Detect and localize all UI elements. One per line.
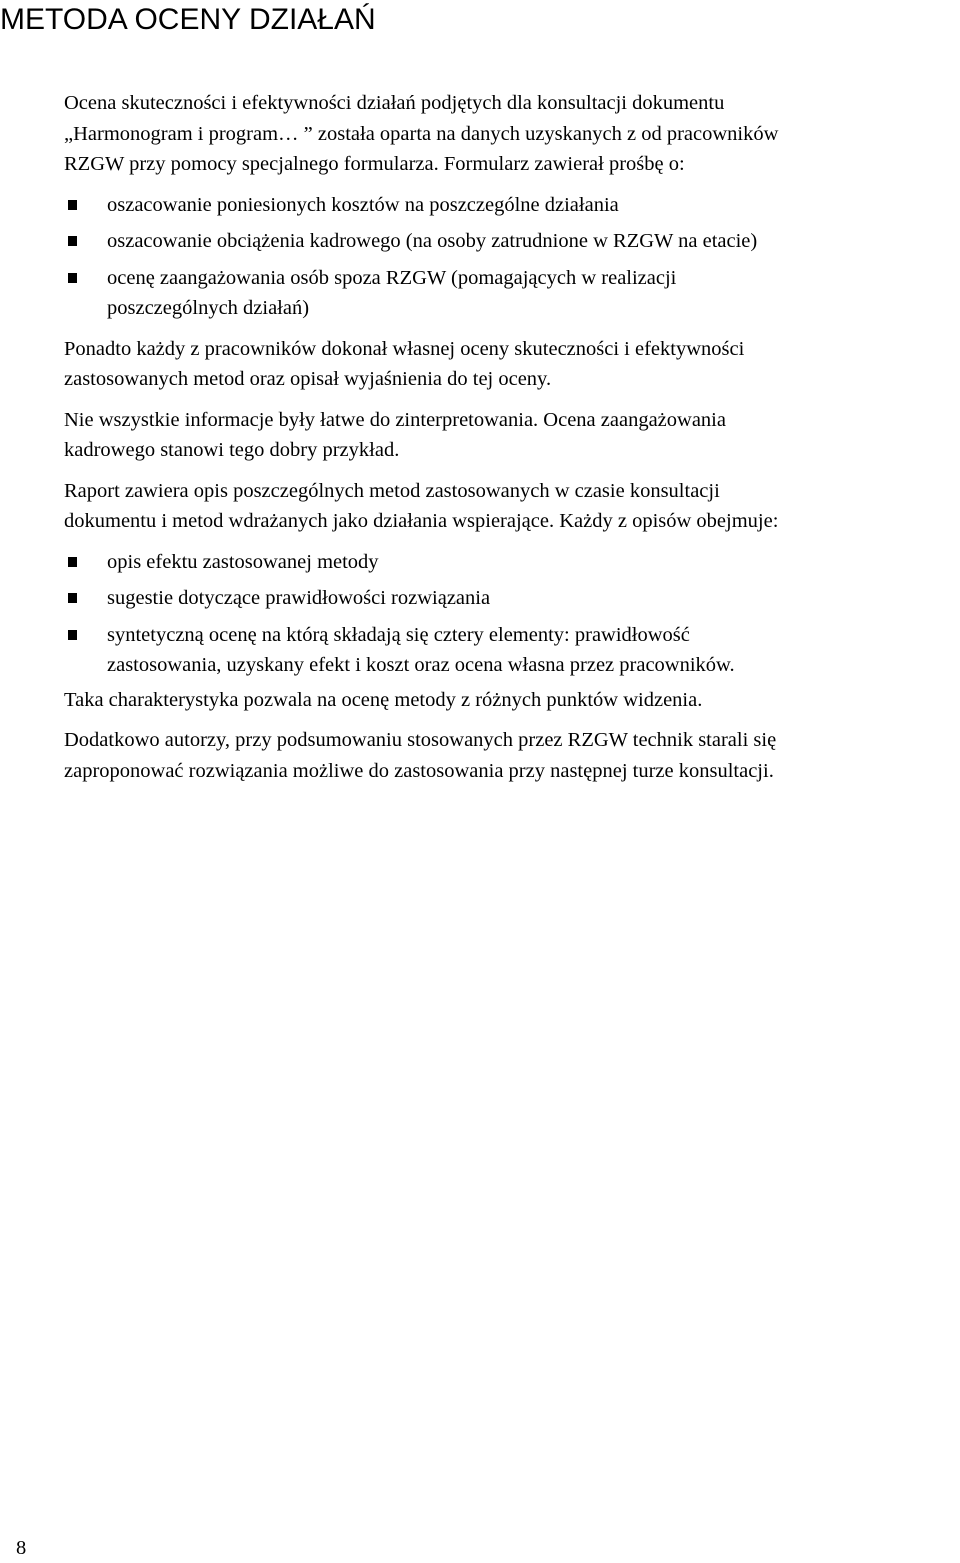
square-bullet-icon	[68, 593, 77, 603]
list-item-text: poszczególnych działań)	[107, 297, 310, 319]
square-bullet-icon	[68, 200, 77, 210]
text-line: Dodatkowo autorzy, przy podsumowaniu stosowanych przez RZGW technik starali się	[64, 729, 777, 751]
text-line: zaproponować rozwiązania możliwe do zastosowania przy następnej turze konsultacji.	[64, 759, 774, 782]
list-item-text: zastosowania, uzyskany efekt i koszt oraz ocena własna przez pracowników.	[107, 654, 735, 676]
list-item	[64, 226, 956, 257]
square-bullet-icon	[68, 630, 77, 640]
text-line: Raport zawiera opis poszczególnych metod zastosowanych w czasie konsultacji	[64, 479, 720, 502]
document-body	[64, 88, 956, 786]
description-contents-list	[64, 547, 956, 681]
list-item-text: syntetyczną ocenę na którą składają się cztery elementy: prawidłowość	[107, 623, 690, 646]
square-bullet-icon	[68, 236, 77, 246]
text-line: kadrowego stanowi tego dobry przykład.	[64, 439, 400, 461]
list-item-text: sugestie dotyczące prawidłowości rozwiązania	[107, 587, 491, 609]
list-item	[64, 583, 956, 614]
list-item-text: oszacowanie obciążenia kadrowego (na osoby zatrudnione w RZGW na etacie)	[107, 230, 758, 252]
square-bullet-icon	[68, 557, 77, 567]
page-title: METODA OCENY DZIAŁAŃ	[0, 3, 376, 36]
text-line: zastosowanych metod oraz opisał wyjaśnienia do tej oceny.	[64, 368, 552, 390]
list-item-text: oszacowanie poniesionych kosztów na poszczególne działania	[107, 193, 619, 216]
text-line: Ocena skuteczności i efektywności działań podjętych dla konsultacji dokumentu	[64, 92, 725, 114]
list-item	[64, 620, 956, 681]
list-item	[64, 190, 956, 221]
additional-paragraph	[64, 725, 956, 786]
square-bullet-icon	[68, 273, 77, 283]
text-line: Nie wszystkie informacje były łatwe do zinterpretowania. Ocena zaangażowania	[64, 408, 726, 431]
intro-paragraph	[64, 88, 956, 180]
text-line: „Harmonogram i program… ” została oparta na danych uzyskanych z od pracowników	[64, 122, 779, 145]
form-request-list	[64, 190, 956, 324]
characteristic-paragraph	[64, 685, 956, 716]
text-line: Taka charakterystyka pozwala na ocenę metody z różnych punktów widzenia.	[64, 688, 703, 711]
list-item-text: ocenę zaangażowania osób spoza RZGW (pomagających w realizacji	[107, 266, 677, 289]
list-item	[64, 263, 956, 324]
self-assessment-paragraph	[64, 334, 956, 395]
text-line: dokumentu i metod wdrażanych jako działania wspierające. Każdy z opisów obejmuje:	[64, 510, 779, 532]
interpretation-paragraph	[64, 405, 956, 466]
page-number: 8	[16, 1537, 27, 1559]
text-line: RZGW przy pomocy specjalnego formularza. Formularz zawierał prośbę o:	[64, 153, 685, 175]
report-paragraph	[64, 476, 956, 537]
list-item-text: opis efektu zastosowanej metody	[107, 550, 379, 573]
list-item	[64, 547, 956, 578]
text-line: Ponadto każdy z pracowników dokonał własnej oceny skuteczności i efektywności	[64, 337, 745, 360]
